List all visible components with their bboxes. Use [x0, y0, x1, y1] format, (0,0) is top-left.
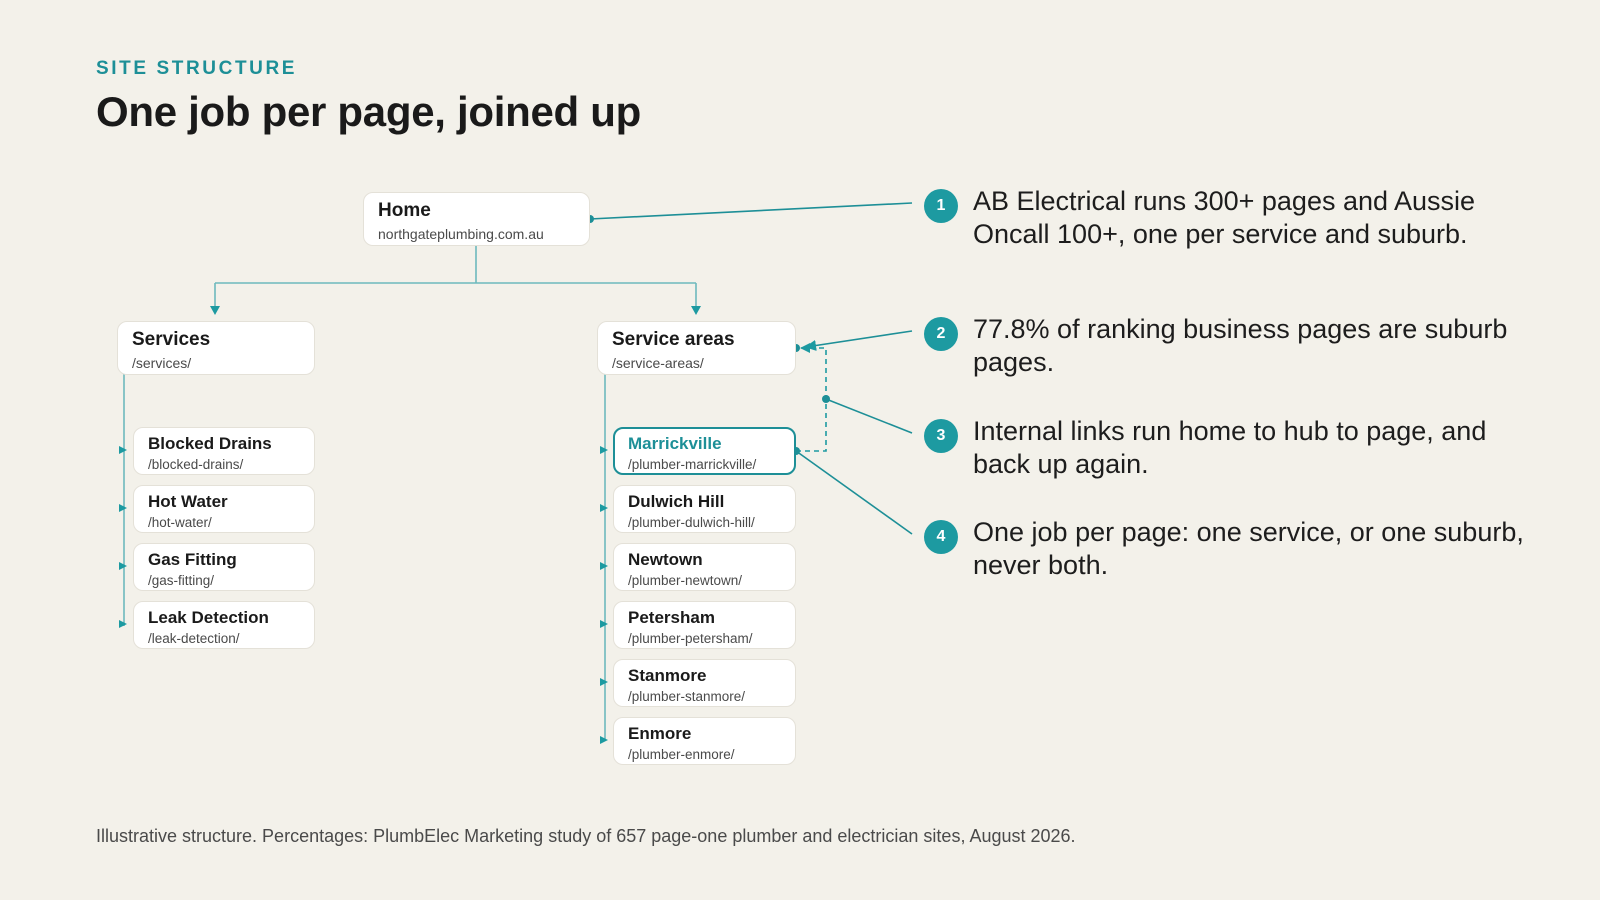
service-page-label: Gas Fitting — [148, 550, 237, 569]
callout-text: 77.8% of ranking business pages are suburb pages. — [973, 314, 1508, 377]
suburb-page-label: Petersham — [628, 608, 715, 627]
footnote: Illustrative structure. Percentages: PlumbElec Marketing study of 657 page-one plumber and electrician sites, August 2026. — [96, 826, 1076, 846]
service-page-node[interactable] — [133, 485, 315, 533]
callout-3 — [924, 415, 1544, 481]
leader-1 — [590, 203, 912, 219]
suburb-page-label: Stanmore — [628, 666, 707, 685]
home-label: Home — [378, 200, 431, 221]
service-page-label: Blocked Drains — [148, 434, 272, 453]
suburb-page-label: Dulwich Hill — [628, 492, 725, 511]
leader-2 — [806, 331, 912, 347]
callout-4 — [924, 516, 1544, 582]
home-url: northgateplumbing.com.au — [378, 226, 544, 242]
suburb-page-node-highlighted[interactable] — [613, 427, 796, 475]
backlink-dashed — [796, 348, 826, 451]
service-page-node[interactable] — [133, 427, 315, 475]
areas-branch-arrows — [600, 446, 608, 744]
callout-text: Internal links run home to hub to page, and back up again. — [973, 416, 1487, 479]
callout-2 — [924, 313, 1544, 379]
services-branch-arrows — [119, 446, 127, 628]
services-hub-node[interactable] — [117, 321, 315, 375]
suburb-page-url: /plumber-dulwich-hill/ — [628, 515, 755, 530]
suburb-page-label: Marrickville — [628, 434, 722, 453]
home-to-hubs-connector — [215, 246, 696, 313]
callout-text: One job per page: one service, or one suburb, never both. — [973, 517, 1524, 580]
eyebrow-label: SITE STRUCTURE — [96, 58, 298, 79]
callout-text: AB Electrical runs 300+ pages and Aussie Oncall 100+, one per service and suburb. — [973, 186, 1476, 249]
suburb-page-url: /plumber-marrickville/ — [628, 457, 757, 472]
suburb-page-node[interactable] — [613, 717, 796, 765]
suburb-page-node[interactable] — [613, 601, 796, 649]
service-page-node[interactable] — [133, 601, 315, 649]
suburb-page-node[interactable] — [613, 659, 796, 707]
services-hub-url: /services/ — [132, 355, 192, 371]
leader-3 — [826, 399, 912, 433]
number-badge: 3 — [924, 419, 958, 453]
service-page-label: Leak Detection — [148, 608, 269, 627]
service-page-url: /leak-detection/ — [148, 631, 240, 646]
callout-1 — [924, 185, 1544, 251]
service-areas-hub-node[interactable] — [597, 321, 796, 375]
service-areas-hub-label: Service areas — [612, 329, 735, 350]
suburb-page-node[interactable] — [613, 485, 796, 533]
services-hub-label: Services — [132, 329, 211, 350]
home-node[interactable] — [363, 192, 590, 246]
suburb-page-url: /plumber-stanmore/ — [628, 689, 746, 704]
suburb-page-url: /plumber-enmore/ — [628, 747, 735, 762]
service-areas-hub-url: /service-areas/ — [612, 355, 704, 371]
service-page-url: /gas-fitting/ — [148, 573, 215, 588]
page-title: One job per page, joined up — [96, 88, 641, 135]
suburb-page-url: /plumber-petersham/ — [628, 631, 753, 646]
suburb-page-node[interactable] — [613, 543, 796, 591]
number-badge: 1 — [924, 189, 958, 223]
suburb-page-url: /plumber-newtown/ — [628, 573, 743, 588]
service-page-url: /hot-water/ — [148, 515, 212, 530]
number-badge: 2 — [924, 317, 958, 351]
service-page-label: Hot Water — [148, 492, 228, 511]
number-badge: 4 — [924, 520, 958, 554]
suburb-page-label: Newtown — [628, 550, 703, 569]
leader-4 — [796, 451, 912, 534]
service-page-url: /blocked-drains/ — [148, 457, 244, 472]
suburb-page-label: Enmore — [628, 724, 692, 743]
service-page-node[interactable] — [133, 543, 315, 591]
